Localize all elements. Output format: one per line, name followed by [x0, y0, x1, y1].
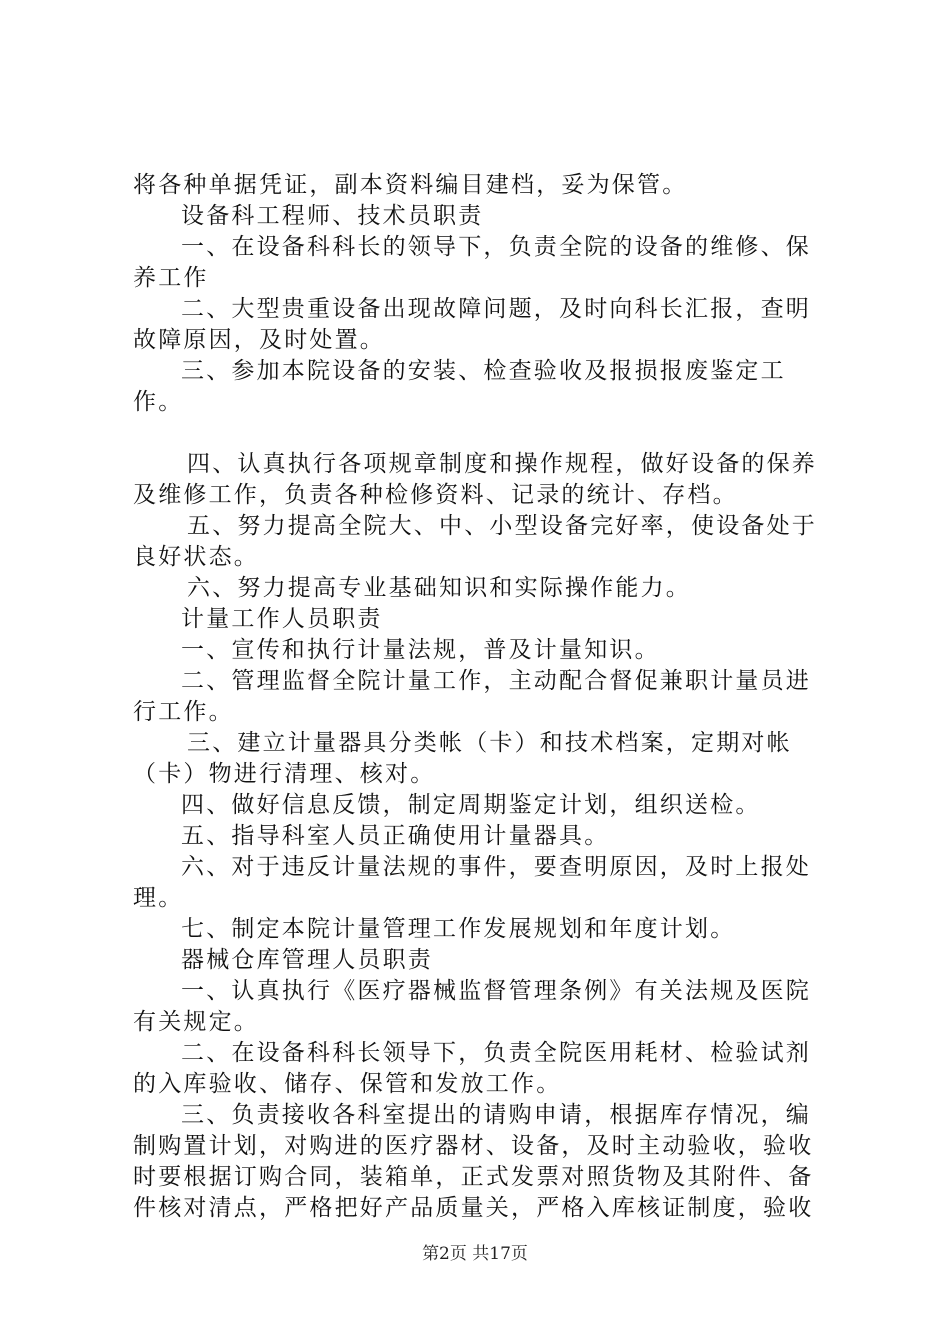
paragraph: 一、认真执行《医疗器械监督管理条例》有关法规及医院有关规定。 — [133, 978, 811, 1035]
paragraph: 一、宣传和执行计量法规，普及计量知识。 — [181, 637, 660, 663]
paragraph: 二、管理监督全院计量工作，主动配合督促兼职计量员进行工作。 — [133, 668, 811, 725]
paragraph: 六、对于违反计量法规的事件，要查明原因，及时上报处理。 — [133, 854, 811, 911]
document-body — [133, 170, 833, 1224]
paragraph: 六、努力提高专业基础知识和实际操作能力。 — [187, 575, 691, 601]
paragraph: 二、大型贵重设备出现故障问题，及时向科长汇报，查明故障原因，及时处置。 — [133, 296, 811, 353]
paragraph: 三、负责接收各科室提出的请购申请，根据库存情况，编制购置计划，对购进的医疗器材、设备，及时主动验收，验收时要根据订购合同，装箱单，正式发票对照货物及其附件、备件核对清点，严格把好产品质量关，严格入库核证制度，验收 — [133, 1102, 814, 1221]
page-indicator: 第2页 共17页 — [422, 1244, 528, 1264]
section-heading: 设备科工程师、技术员职责 — [181, 203, 484, 229]
paragraph: 三、参加本院设备的安装、检查验收及报损报废鉴定工作。 — [133, 358, 786, 415]
paragraph: 二、在设备科科长领导下，负责全院医用耗材、检验试剂的入库验收、储存、保管和发放工作。 — [133, 1040, 811, 1097]
paragraph: 四、认真执行各项规章制度和操作规程，做好设备的保养及维修工作，负责各种检修资料、记录的统计、存档。 — [133, 451, 817, 508]
paragraph: 五、指导科室人员正确使用计量器具。 — [181, 823, 610, 849]
paragraph: 将各种单据凭证，副本资料编目建档，妥为保管。 — [133, 172, 688, 198]
page-footer — [0, 1244, 950, 1264]
section-heading: 计量工作人员职责 — [181, 606, 383, 632]
paragraph: 七、制定本院计量管理工作发展规划和年度计划。 — [181, 916, 736, 942]
paragraph: 三、建立计量器具分类帐（卡）和技术档案，定期对帐（卡）物进行清理、核对。 — [133, 730, 792, 787]
paragraph: 五、努力提高全院大、中、小型设备完好率，使设备处于良好状态。 — [133, 513, 817, 570]
section-heading: 器械仓库管理人员职责 — [181, 947, 433, 973]
paragraph: 一、在设备科科长的领导下，负责全院的设备的维修、保养工作 — [133, 234, 811, 291]
paragraph: 四、做好信息反馈，制定周期鉴定计划，组织送检。 — [181, 792, 761, 818]
